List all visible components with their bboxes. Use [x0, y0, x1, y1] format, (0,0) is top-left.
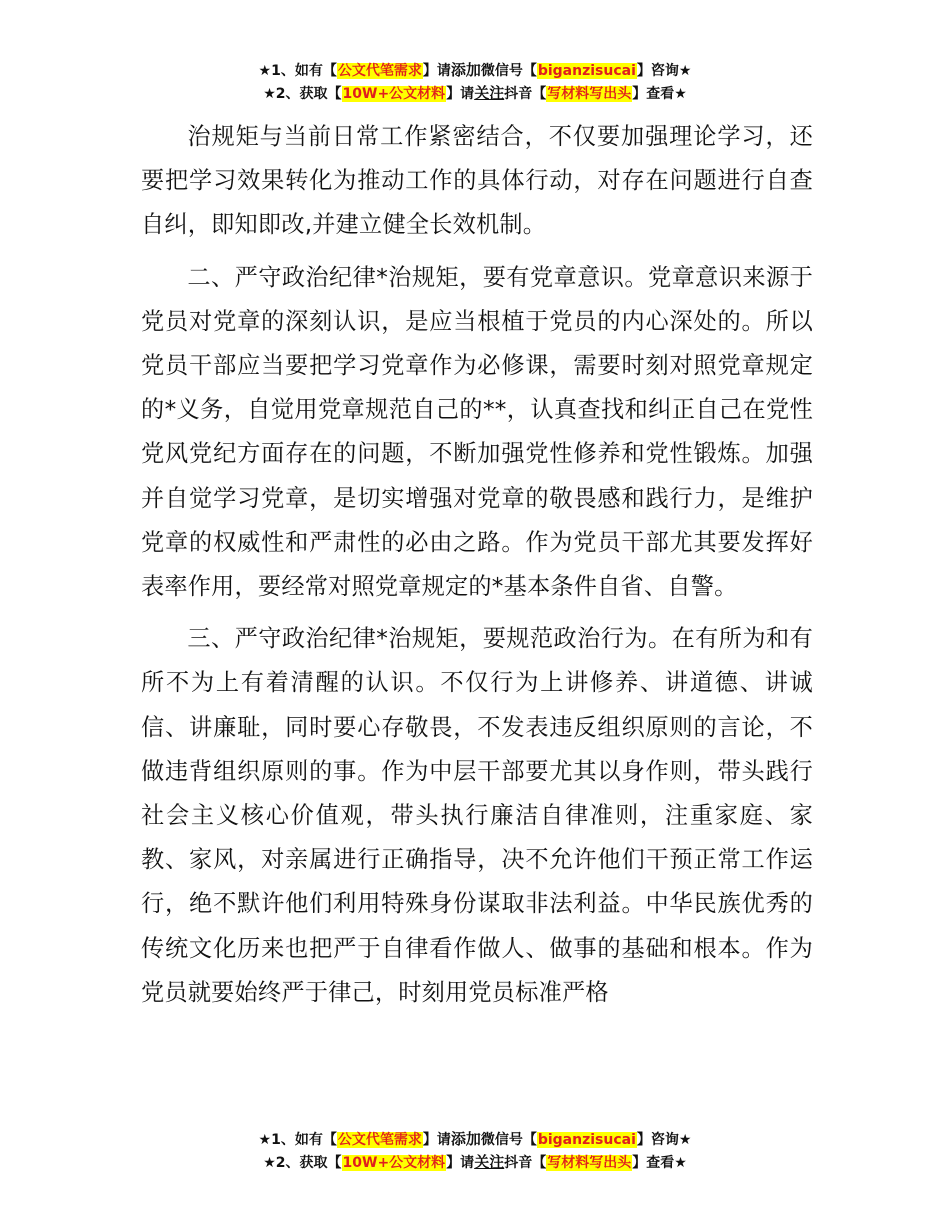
highlight-materials: 10W+公文材料 [342, 86, 446, 102]
document-body [141, 115, 813, 1015]
banner-line-2: ★2、获取【10W+公文材料】请关注抖音【写材料写出头】查看★ [263, 1153, 687, 1171]
footer-banner [0, 1128, 950, 1174]
header-banner [0, 59, 950, 105]
paragraph-2: 二、严守政治纪律*治规矩，要有党章意识。党章意识来源于党员对党章的深刻认识，是应当根植于党员的内心深处的。所以党员干部应当要把学习党章作为必修课，需要时刻对照党章规定的*义务，自觉用党章规范自己的**，认真查找和纠正自己在党性党风党纪方面存在的问题，不断加强党性修养和党性锻炼。加强并自觉学习党章，是切实增强对党章的敬畏感和践行力，是维护党章的权威性和严肃性的必由之路。作为党员干部尤其要发挥好表率作用，要经常对照党章规定的*基本条件自省、自警。 [141, 263, 813, 601]
paragraph-3: 三、严守政治纪律*治规矩，要规范政治行为。在有所为和有所不为上有着清醒的认识。不仅行为上讲修养、讲道德、讲诚信、讲廉耻，同时要心存敬畏，不发表违反组织原则的言论，不做违背组织原则的事。作为中层干部要尤其以身作则，带头践行社会主义核心价值观，带头执行廉洁自律准则，注重家庭、家教、家风，对亲属进行正确指导，决不允许他们干预正常工作运行，绝不默许他们利用特殊身份谋取非法利益。中华民族优秀的传统文化历来也把严于自律看作做人、做事的基础和根本。作为党员就要始终严于律己，时刻用党员标准严格 [141, 625, 813, 1006]
banner-line-2: ★2、获取【10W+公文材料】请关注抖音【写材料写出头】查看★ [263, 84, 687, 102]
highlight-ghostwriting: 公文代笔需求 [337, 1132, 422, 1148]
paragraph-1: 治规矩与当前日常工作紧密结合，不仅要加强理论学习，还要把学习效果转化为推动工作的具体行动，对存在问题进行自查自纠，即知即改,并建立健全长效机制。 [141, 123, 813, 239]
highlight-douyin: 写材料写出头 [547, 86, 632, 102]
banner-line-1: ★1、如有【公文代笔需求】请添加微信号【biganzisucai】咨询★ [258, 61, 692, 79]
banner-line-1: ★1、如有【公文代笔需求】请添加微信号【biganzisucai】咨询★ [258, 1130, 692, 1148]
highlight-materials: 10W+公文材料 [342, 1155, 446, 1171]
highlight-ghostwriting: 公文代笔需求 [337, 63, 422, 79]
highlight-wechat-id: biganzisucai [537, 63, 636, 79]
highlight-wechat-id: biganzisucai [537, 1132, 636, 1148]
highlight-douyin: 写材料写出头 [547, 1155, 632, 1171]
